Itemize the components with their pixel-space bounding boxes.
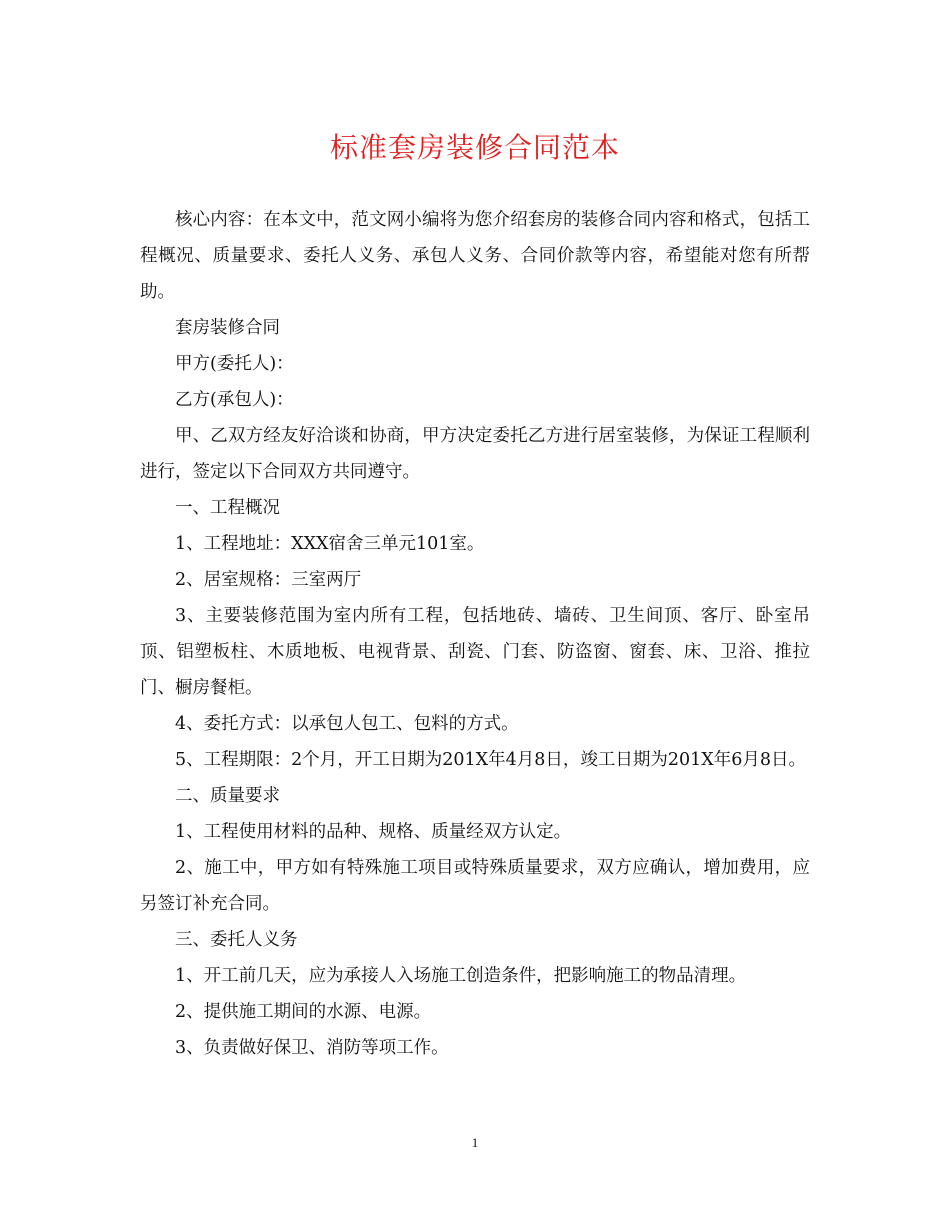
paragraph-room-spec: 2、居室规格：三室两厅 xyxy=(175,570,362,590)
paragraph-materials: 1、工程使用材料的品种、规格、质量经双方认定。 xyxy=(175,822,572,842)
paragraph-agreement: 甲、乙双方经友好洽谈和协商，甲方决定委托乙方进行居室装修，为保证工程顺利进行，签定以下合同双方共同遵守。 xyxy=(140,426,810,482)
paragraph-duty-utilities: 2、提供施工期间的水源、电源。 xyxy=(175,1002,432,1022)
section-heading-client-duties: 三、委托人义务 xyxy=(175,930,298,950)
paragraph-address: 1、工程地址：XXX宿舍三单元101室。 xyxy=(175,534,485,554)
paragraph-period: 5、工程期限：2个月，开工日期为201X年4月8日，竣工日期为201X年6月8日。 xyxy=(175,750,807,770)
paragraph-scope: 3、主要装修范围为室内所有工程，包括地砖、墙砖、卫生间顶、客厅、卧室吊顶、铝塑板柱、木质地板、电视背景、刮瓷、门套、防盗窗、窗套、床、卫浴、推拉门、橱房餐柜。 xyxy=(140,606,810,698)
paragraph-method: 4、委托方式：以承包人包工、包料的方式。 xyxy=(175,714,519,734)
paragraph-duty-preparation: 1、开工前几天，应为承接人入场施工创造条件，把影响施工的物品清理。 xyxy=(175,966,747,986)
paragraph-party-b: 乙方(承包人)： xyxy=(175,390,294,410)
section-heading-overview: 一、工程概况 xyxy=(175,498,280,518)
paragraph-contract-heading: 套房装修合同 xyxy=(175,318,280,338)
paragraph-special-requirements: 2、施工中，甲方如有特殊施工项目或特殊质量要求，双方应确认，增加费用，应另签订补充合同。 xyxy=(140,858,810,914)
document-title: 标准套房装修合同范本 xyxy=(329,131,620,164)
paragraph-party-a: 甲方(委托人)： xyxy=(175,354,294,374)
paragraph-intro: 核心内容：在本文中，范文网小编将为您介绍套房的装修合同内容和格式，包括工程概况、质量要求、委托人义务、承包人义务、合同价款等内容，希望能对您有所帮助。 xyxy=(140,210,810,302)
document-body xyxy=(140,202,810,1066)
paragraph-duty-security: 3、负责做好保卫、消防等项工作。 xyxy=(175,1038,449,1058)
page-number: 1 xyxy=(471,1135,479,1150)
section-heading-quality: 二、质量要求 xyxy=(175,786,280,806)
